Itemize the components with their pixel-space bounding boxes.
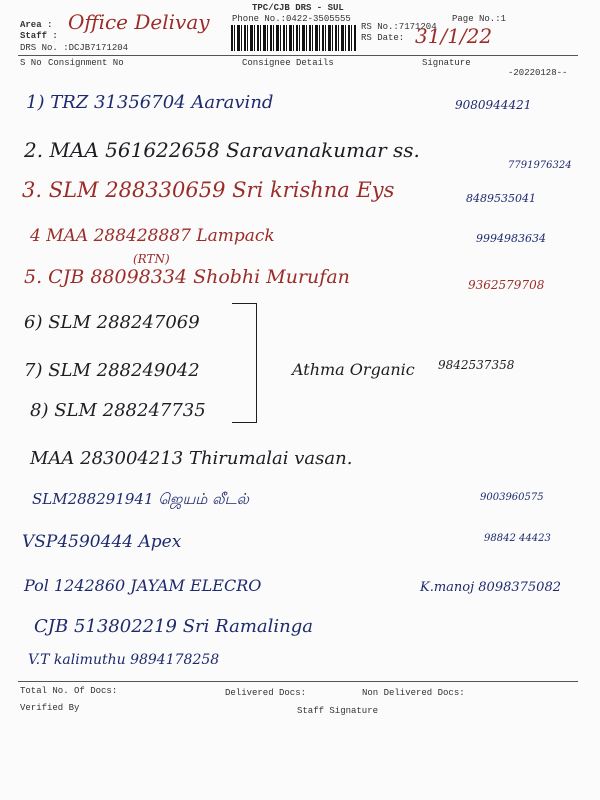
- entry-row: 8) SLM 288247735: [30, 400, 206, 421]
- entry-row: Pol 1242860 JAYAM ELECRO: [24, 576, 262, 595]
- col-s-no: S No: [20, 58, 42, 68]
- drs-number: DRS No. :DCJB7171204: [20, 43, 129, 53]
- bracket-consignee: Athma Organic: [292, 360, 415, 379]
- group-bracket: [232, 303, 257, 423]
- entry-row: 4 MAA 288428887 Lampack: [30, 226, 275, 246]
- entry-sign: 9362579708: [468, 278, 545, 292]
- total-docs-label: Total No. Of Docs:: [20, 686, 118, 696]
- verified-by-label: Verified By: [20, 703, 80, 713]
- entry-sign: 7791976324: [508, 160, 572, 171]
- col-signature: Signature: [422, 58, 471, 68]
- header-divider: [18, 55, 578, 56]
- col-consignee: Consignee Details: [242, 58, 334, 68]
- staff-label: Staff :: [20, 31, 58, 41]
- area-handwriting: Office Delivay: [68, 10, 210, 34]
- entry-row: 1) TRZ 31356704 Aaravind: [26, 92, 274, 113]
- non-delivered-docs-label: Non Delivered Docs:: [362, 688, 465, 698]
- bracket-sign: 9842537358: [438, 358, 515, 372]
- delivered-docs-label: Delivered Docs:: [225, 688, 307, 698]
- entry-row: 6) SLM 288247069: [24, 312, 200, 333]
- phone-number: Phone No.:0422-3505555: [232, 14, 351, 24]
- entry-row: VSP4590444 Apex: [22, 532, 182, 552]
- page-number: Page No.:1: [452, 14, 507, 24]
- entry-sign: 9003960575: [480, 492, 544, 503]
- entry-row: 2. MAA 561622658 Saravanakumar ss.: [24, 138, 420, 162]
- entry-sign: 8489535041: [466, 192, 536, 205]
- rs-date-label: RS Date:: [361, 33, 405, 43]
- footer-divider: [18, 681, 578, 682]
- staff-signature-label: Staff Signature: [297, 706, 379, 716]
- entry-row: CJB 513802219 Sri Ramalinga: [34, 616, 313, 637]
- entry-row: 5. CJB 88098334 Shobhi Murufan: [24, 266, 350, 288]
- col-date-code: -20220128--: [508, 68, 568, 78]
- col-consignment: Consignment No: [48, 58, 124, 68]
- entry-mark: (RTN): [133, 252, 170, 266]
- rs-number: RS No.:7171204: [361, 22, 437, 32]
- entry-row: SLM288291941 ஜெயம் லீடல்: [32, 490, 249, 508]
- entry-row: 7) SLM 288249042: [24, 360, 200, 381]
- barcode: [231, 25, 356, 51]
- entry-sign: 98842 44423: [484, 533, 551, 544]
- entry-sign: 9994983634: [476, 232, 546, 245]
- doc-title: TPC/CJB DRS - SUL: [252, 3, 344, 13]
- area-label: Area :: [20, 20, 53, 30]
- entry-row: V.T kalimuthu 9894178258: [28, 652, 220, 668]
- entry-sign: 9080944421: [455, 98, 532, 112]
- entry-row: 3. SLM 288330659 Sri krishna Eys: [22, 178, 395, 202]
- rs-date-handwriting: 31/1/22: [415, 24, 493, 48]
- entry-sign: K.manoj 8098375082: [420, 580, 561, 595]
- entry-row: MAA 283004213 Thirumalai vasan.: [30, 448, 353, 469]
